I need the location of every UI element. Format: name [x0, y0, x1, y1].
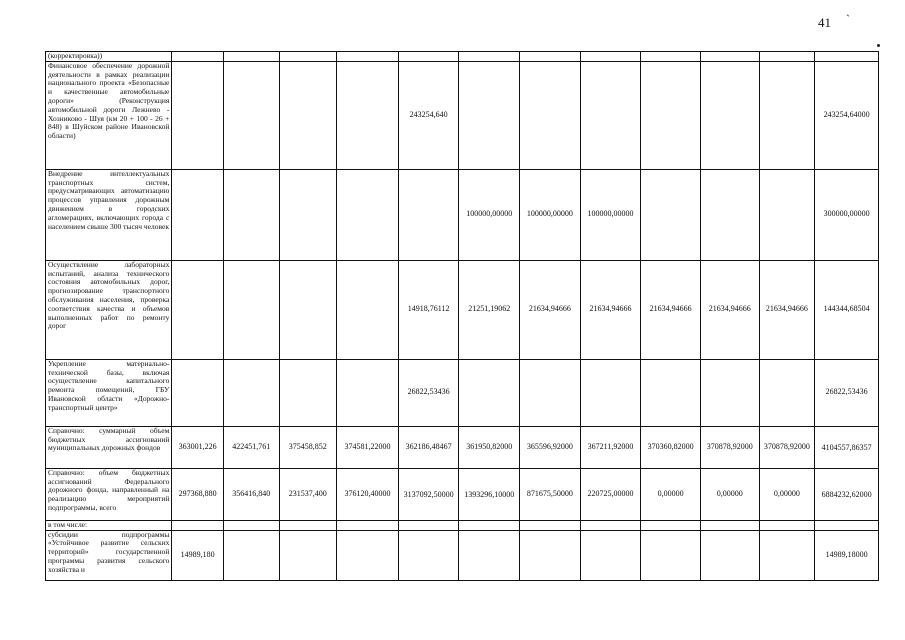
value-cell: 100000,00000: [520, 169, 581, 260]
value-cell: 4104557,86357: [815, 426, 879, 468]
value-cell: 871675,50000: [520, 468, 581, 520]
value-cell: [223, 61, 279, 169]
row-description: Финансовое обеспечение дорожной деятельности в рамках реализации национального проекта «Безопасные и качественные автомобильные дороги» (Реконструкция автомобильной дороги Лежнево - Хозниково - Шуя (км 20 + 100 - 26 + 848) в Шуйском районе Ивановской области): [46, 61, 172, 169]
value-cell: 0,00000: [641, 468, 701, 520]
value-cell: 376120,40000: [337, 468, 399, 520]
value-cell: [279, 520, 337, 530]
value-cell: [580, 520, 641, 530]
value-cell: [700, 520, 759, 530]
value-cell: 14918,76112: [398, 260, 459, 359]
table-row: [46, 359, 879, 426]
value-cell: 0,00000: [759, 468, 815, 520]
value-cell: [580, 52, 641, 62]
row-description: субсидии подпрограммы «Устойчивое развитие сельских территорий» государственной программы развития сельского хозяйства и: [46, 530, 172, 580]
value-cell: [641, 169, 701, 260]
value-cell: 21634,94666: [520, 260, 581, 359]
value-cell: [279, 260, 337, 359]
value-cell: [641, 520, 701, 530]
value-cell: [520, 520, 581, 530]
value-cell: [520, 61, 581, 169]
value-cell: [700, 359, 759, 426]
value-cell: [641, 530, 701, 580]
value-cell: [279, 61, 337, 169]
value-cell: [459, 520, 520, 530]
value-cell: [398, 520, 459, 530]
value-cell: [337, 61, 399, 169]
value-cell: [337, 52, 399, 62]
value-cell: [700, 52, 759, 62]
value-cell: 243254,640: [398, 61, 459, 169]
value-cell: 297368,880: [172, 468, 224, 520]
value-cell: [459, 530, 520, 580]
value-cell: [641, 52, 701, 62]
value-cell: [279, 359, 337, 426]
value-cell: [520, 52, 581, 62]
value-cell: 220725,00000: [580, 468, 641, 520]
value-cell: [398, 52, 459, 62]
value-cell: [580, 530, 641, 580]
table-row: [46, 520, 879, 530]
value-cell: 362186,48467: [398, 426, 459, 468]
value-cell: 370878,92000: [759, 426, 815, 468]
value-cell: [172, 169, 224, 260]
corner-mark: `: [846, 12, 850, 26]
page-number: 41: [818, 15, 831, 30]
budget-table: [45, 51, 879, 581]
value-cell: [815, 520, 879, 530]
value-cell: 6884232,62000: [815, 468, 879, 520]
value-cell: 21634,94666: [580, 260, 641, 359]
value-cell: [759, 359, 815, 426]
value-cell: [337, 169, 399, 260]
value-cell: [580, 61, 641, 169]
value-cell: [815, 52, 879, 62]
value-cell: 21251,19062: [459, 260, 520, 359]
value-cell: [223, 169, 279, 260]
table-row: [46, 169, 879, 260]
value-cell: 21634,94666: [641, 260, 701, 359]
value-cell: [337, 260, 399, 359]
value-cell: [398, 169, 459, 260]
value-cell: 3137092,50000: [398, 468, 459, 520]
value-cell: 300000,00000: [815, 169, 879, 260]
value-cell: [172, 359, 224, 426]
value-cell: [223, 52, 279, 62]
value-cell: [223, 530, 279, 580]
value-cell: [172, 260, 224, 359]
value-cell: [700, 530, 759, 580]
value-cell: [337, 520, 399, 530]
value-cell: [279, 52, 337, 62]
value-cell: 14989,18000: [815, 530, 879, 580]
value-cell: 231537,400: [279, 468, 337, 520]
value-cell: 422451,761: [223, 426, 279, 468]
row-description: Внедрение интеллектуальных транспортных систем, предусматривающих автоматизацию процессов управления дорожным движением в городских агломерациях, включающих города с населением свыше 300 тысяч человек: [46, 169, 172, 260]
value-cell: 14989,180: [172, 530, 224, 580]
row-description: Укрепление материально-технической базы, включая осуществление капитального ремонта помещений, ГБУ Ивановской области «Дорожно-транспортный центр»: [46, 359, 172, 426]
value-cell: 375458,852: [279, 426, 337, 468]
value-cell: [223, 260, 279, 359]
value-cell: [398, 530, 459, 580]
margin-dot: [877, 44, 880, 47]
row-description: (корректировка)): [46, 52, 172, 62]
row-description: в том числе:: [46, 520, 172, 530]
value-cell: 21634,94666: [700, 260, 759, 359]
value-cell: [580, 359, 641, 426]
value-cell: 0,00000: [700, 468, 759, 520]
value-cell: [759, 61, 815, 169]
value-cell: [520, 359, 581, 426]
value-cell: [223, 359, 279, 426]
value-cell: 26822,53436: [815, 359, 879, 426]
row-description: Справочно: объем бюджетных ассигнований Федерального дорожного фонда, направленный на реализацию мероприятий подпрограммы, всего: [46, 468, 172, 520]
value-cell: 1393296,10000: [459, 468, 520, 520]
value-cell: [459, 52, 520, 62]
value-cell: [459, 359, 520, 426]
value-cell: 26822,53436: [398, 359, 459, 426]
budget-table-body: [46, 52, 879, 581]
value-cell: [700, 169, 759, 260]
table-row: [46, 61, 879, 169]
value-cell: [337, 530, 399, 580]
row-description: Справочно: суммарный объем бюджетных ассигнований муниципальных дорожных фондов: [46, 426, 172, 468]
value-cell: [172, 520, 224, 530]
value-cell: [337, 359, 399, 426]
value-cell: [759, 520, 815, 530]
value-cell: [223, 520, 279, 530]
value-cell: 100000,00000: [580, 169, 641, 260]
value-cell: 365596,92000: [520, 426, 581, 468]
table-row: [46, 260, 879, 359]
value-cell: [641, 61, 701, 169]
value-cell: 144344,68504: [815, 260, 879, 359]
table-row: [46, 468, 879, 520]
value-cell: [279, 169, 337, 260]
value-cell: [279, 530, 337, 580]
value-cell: [172, 52, 224, 62]
value-cell: 243254,64000: [815, 61, 879, 169]
value-cell: [759, 169, 815, 260]
value-cell: 370360,82000: [641, 426, 701, 468]
value-cell: 367211,92000: [580, 426, 641, 468]
value-cell: [700, 61, 759, 169]
value-cell: 363001,226: [172, 426, 224, 468]
value-cell: 374581,22000: [337, 426, 399, 468]
table-row: [46, 52, 879, 62]
value-cell: [759, 530, 815, 580]
value-cell: [459, 61, 520, 169]
value-cell: 21634,94666: [759, 260, 815, 359]
value-cell: 100000,00000: [459, 169, 520, 260]
value-cell: 370878,92000: [700, 426, 759, 468]
value-cell: [641, 359, 701, 426]
value-cell: [172, 61, 224, 169]
value-cell: 361950,82000: [459, 426, 520, 468]
row-description: Осуществление лабораторных испытаний, анализа технического состояния автомобильных дорог, прогнозирование транспортного обслуживания населения, проверка соответствия качества и объемов выполненных работ по ремонту дорог: [46, 260, 172, 359]
value-cell: [759, 52, 815, 62]
table-row: [46, 530, 879, 580]
table-row: [46, 426, 879, 468]
value-cell: 356416,840: [223, 468, 279, 520]
value-cell: [520, 530, 581, 580]
